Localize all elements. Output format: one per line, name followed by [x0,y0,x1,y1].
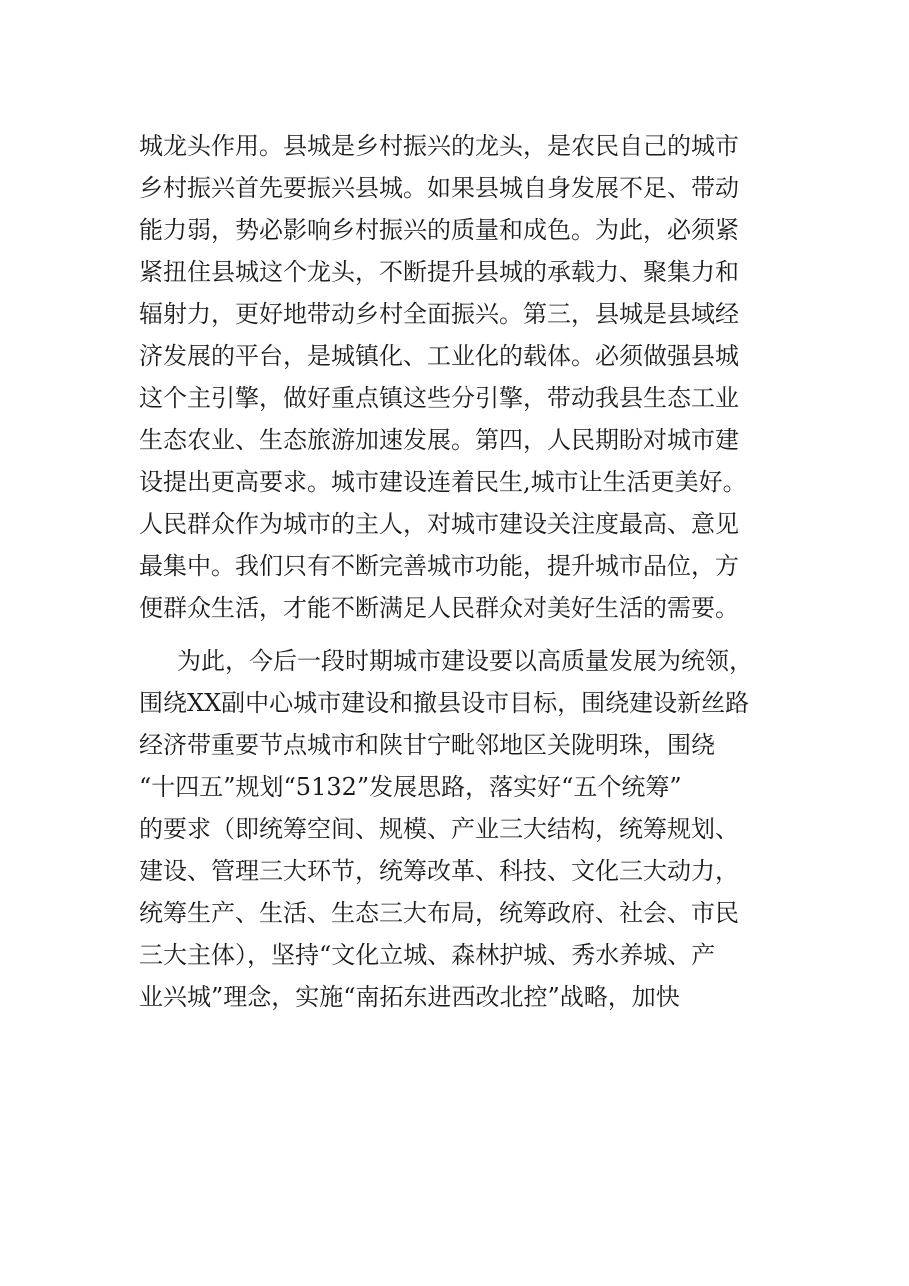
text-line: 城龙头作用。县城是乡村振兴的龙头，是农民自己的城市 [139,132,739,160]
text-line: 围绕XX副中心城市建设和撤县设市目标，围绕建设新丝路 [139,689,750,717]
text-line: 便群众生活，才能不断满足人民群众对美好生活的需要。 [139,594,739,622]
text-line: 能力弱，势必影响乡村振兴的质量和成色。为此，必须紧 [139,216,739,244]
text-line: 济发展的平台，是城镇化、工业化的载体。必须做强县城 [139,342,739,370]
text-line: 生态农业、生态旅游加速发展。第四，人民期盼对城市建 [139,426,739,454]
text-line: 的要求（即统筹空间、规模、产业三大结构，统筹规划、 [139,815,739,843]
text-line: 乡村振兴首先要振兴县城。如果县城自身发展不足、带动 [139,174,739,202]
text-line: 建设、管理三大环节，统筹改革、科技、文化三大动力， [139,857,739,885]
text-line: 三大主体），坚持“文化立城、森林护城、秀水养城、产 [139,941,716,969]
text-line: 最集中。我们只有不断完善城市功能，提升城市品位，方 [139,552,739,580]
text-line: 业兴城”理念，实施“南拓东进西改北控”战略，加快 [139,983,680,1011]
text-line: 紧扭住县城这个龙头，不断提升县城的承载力、聚集力和 [139,258,739,286]
text-line: 经济带重要节点城市和陕甘宁毗邻地区关陇明珠，围绕 [139,731,715,759]
text-line: “十四五”规划“5132”发展思路，落实好“五个统筹” [139,773,682,801]
text-line: 这个主引擎，做好重点镇这些分引擎，带动我县生态工业 [139,384,739,412]
text-line: 人民群众作为城市的主人，对城市建设关注度最高、意见 [139,510,739,538]
paragraph-first-line: 为此，今后一段时期城市建设要以高质量发展为统领， [177,647,753,675]
text-line: 统筹生产、生活、生态三大布局，统筹政府、社会、市民 [139,899,739,927]
text-line: 辐射力，更好地带动乡村全面振兴。第三，县城是县域经 [139,300,739,328]
text-line: 设提出更高要求。城市建设连着民生,城市让生活更美好。 [139,468,747,496]
